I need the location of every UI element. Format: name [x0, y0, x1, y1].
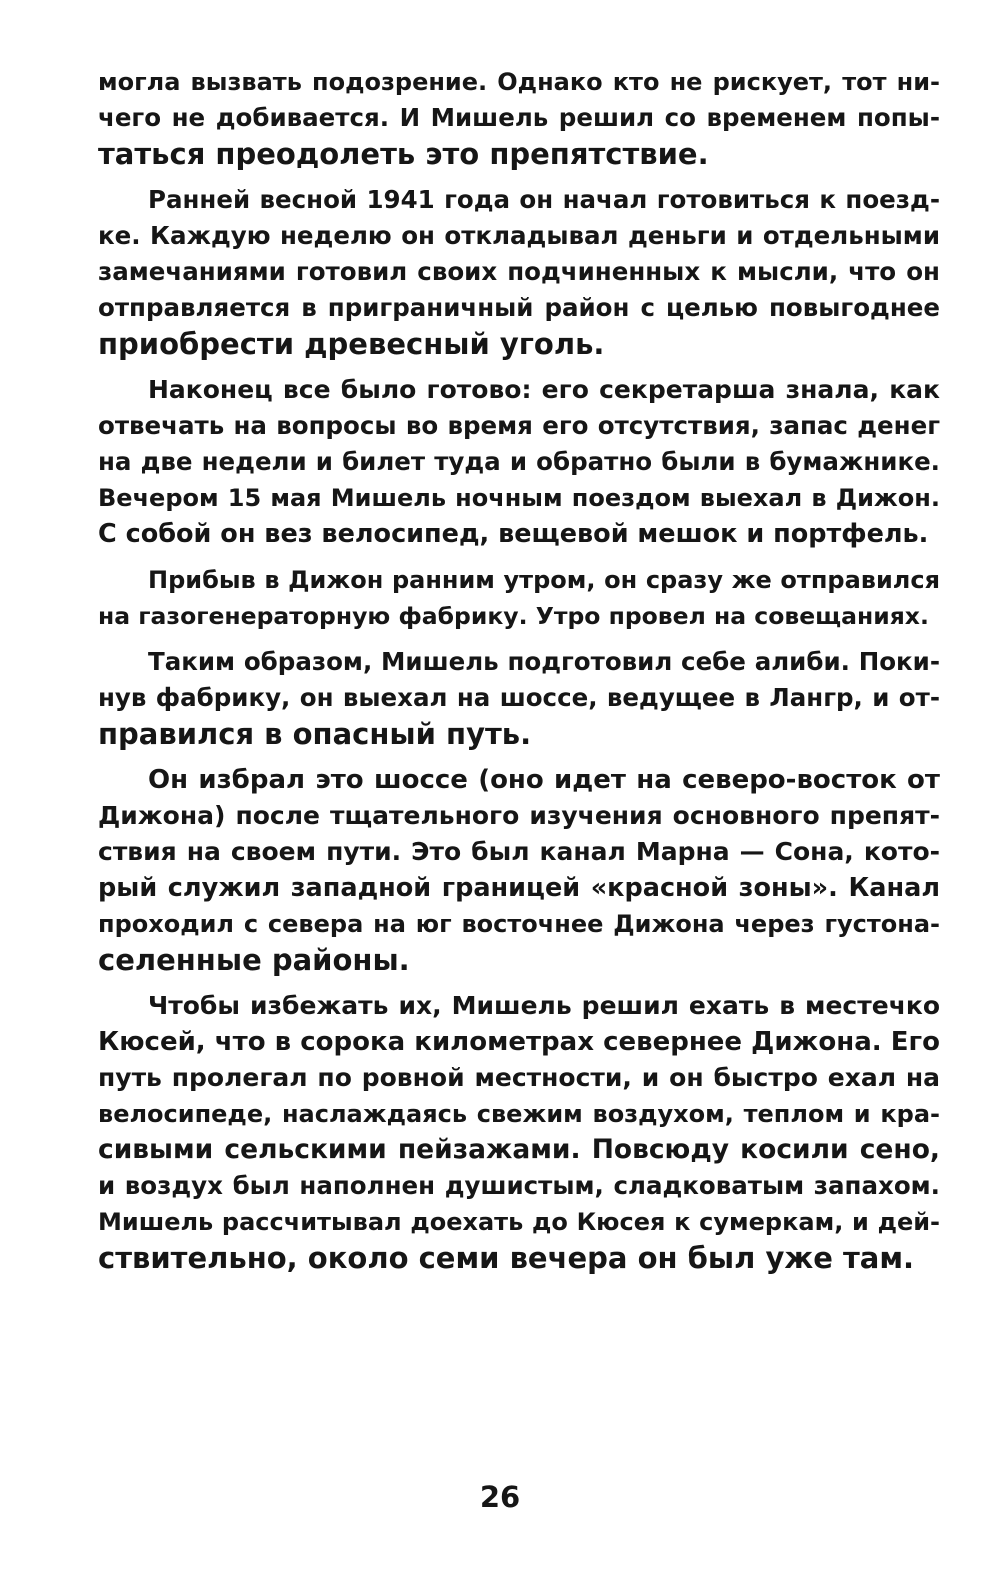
- text-line: на две недели и билет туда и обратно были в бумажнике.: [98, 447, 940, 476]
- text-line: Мишель рассчитывал доехать до Кюсея к сумеркам, и дей-: [98, 1208, 940, 1236]
- text-line: ке. Каждую неделю он откладывал деньги и отдельными: [98, 221, 940, 250]
- text-line: на газогенераторную фабрику. Утро провел на совещаниях.: [98, 602, 929, 630]
- text-line: путь пролегал по ровной местности, и он быстро ехал на: [98, 1063, 940, 1092]
- text-line: правился в опасный путь.: [98, 717, 532, 751]
- text-line: С собой он вез велосипед, вещевой мешок и портфель.: [98, 519, 929, 549]
- text-line: и воздух был наполнен душистым, сладковатым запахом.: [98, 1171, 940, 1200]
- page-number: 26: [479, 1480, 521, 1514]
- page-body: [98, 64, 940, 1276]
- text-line: Таким образом, Мишель подготовил себе алиби. Поки-: [148, 647, 940, 676]
- text-line: селенные районы.: [98, 943, 410, 977]
- text-line: Чтобы избежать их, Мишель решил ехать в местечко: [148, 991, 940, 1020]
- text-line: Вечером 15 мая Мишель ночным поездом выехал в Дижон.: [98, 484, 940, 512]
- text-line: Прибыв в Дижон ранним утром, он сразу же отправился: [148, 566, 940, 594]
- text-line: замечаниями готовил своих подчиненных к мысли, что он: [98, 257, 940, 286]
- text-line: проходил с севера на юг восточнее Дижона через густона-: [98, 910, 940, 938]
- text-line: ствия на своем пути. Это был канал Марна — Сона, кото-: [98, 837, 940, 866]
- text-line: отвечать на вопросы во время его отсутствия, запас денег: [98, 411, 940, 440]
- text-line: Кюсей, что в сорока километрах севернее Дижона. Его: [98, 1027, 940, 1057]
- text-line: велосипеде, наслаждаясь свежим воздухом, теплом и кра-: [98, 1100, 940, 1128]
- text-line: рый служил западной границей «красной зоны». Канал: [98, 873, 940, 903]
- text-line: могла вызвать подозрение. Однако кто не рискует, тот ни-: [98, 68, 940, 96]
- text-line: нув фабрику, он выехал на шоссе, ведущее в Лангр, и от-: [98, 683, 940, 712]
- text-line: сивыми сельскими пейзажами. Повсюду косили сено,: [98, 1134, 940, 1165]
- text-line: Ранней весной 1941 года он начал готовиться к поезд-: [148, 185, 940, 214]
- text-line: приобрести древесный уголь.: [98, 327, 605, 361]
- text-line: ствительно, около семи вечера он был уже там.: [98, 1241, 915, 1275]
- text-line: таться преодолеть это препятствие.: [98, 137, 709, 171]
- text-line: отправляется в приграничный район с целью повыгоднее: [98, 293, 940, 322]
- text-line: Наконец все было готово: его секретарша знала, как: [148, 375, 940, 404]
- text-line: Он избрал это шоссе (оно идет на северо-восток от: [148, 765, 940, 795]
- text-line: Дижона) после тщательного изучения основного препят-: [98, 801, 940, 830]
- text-line: чего не добивается. И Мишель решил со временем попы-: [98, 103, 940, 132]
